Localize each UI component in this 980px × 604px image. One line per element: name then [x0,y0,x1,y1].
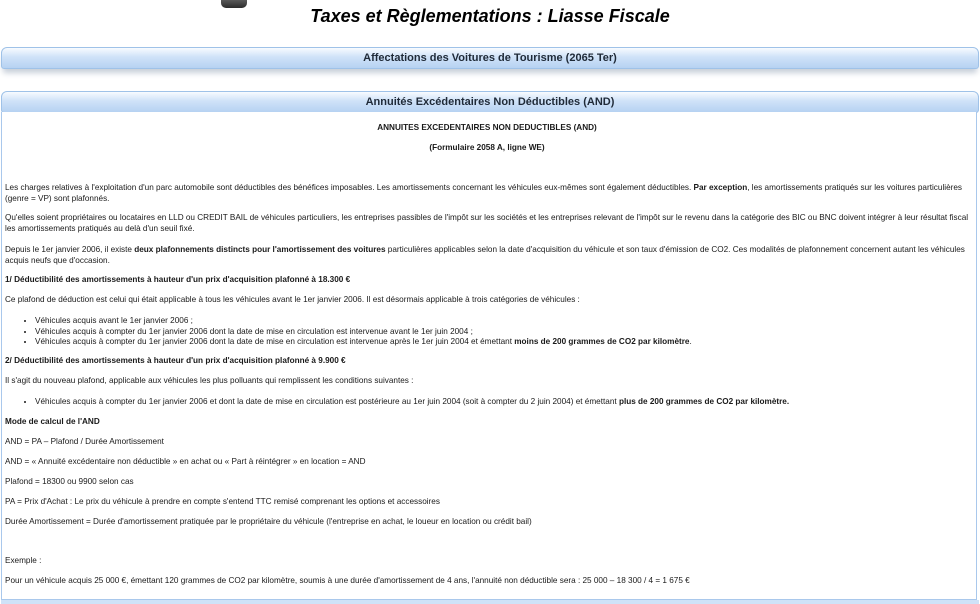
section2-intro: Il s'agit du nouveau plafond, applicable aux véhicules les plus polluants qui remplissent les conditions suivantes : [5,376,414,385]
content-heading: ANNUITES EXCEDENTAIRES NON DEDUCTIBLES (AND) [377,123,597,132]
p3-text-a: Depuis le 1er janvier 2006, il existe [5,245,135,254]
page-title: Taxes et Règlementations : Liasse Fiscale [310,6,670,26]
section1-title: 1/ Déductibilité des amortissements à hauteur d'un prix d'acquisition plafonné à 18.300 € [5,275,351,284]
p1-text-c: , les amortissements pratiqués sur les voitures particulières (genre = VP) sont plafonnés. [5,183,963,203]
paragraph-1 [5,183,973,204]
list-item: • Véhicules acquis avant le 1er janvier 2006 ; [35,316,980,327]
paragraph-3 [5,245,973,266]
content-subheading: (Formulaire 2058 A, ligne WE) [429,143,545,152]
section2-title: 2/ Déductibilité des amortissements à hauteur d'un prix d'acquisition plafonné à 9.900 € [5,356,346,365]
section2-list [5,397,980,408]
calc-title: Mode de calcul de l'AND [5,417,100,426]
content-panel [1,112,977,600]
section-band-affectations[interactable]: Affectations des Voitures de Tourisme (2065 Ter) [1,47,979,69]
calc-line-5: Durée Amortissement = Durée d'amortissement pratiquée par le propriétaire du véhicule (l'entreprise en achat, le loueur en location ou crédit bail) [5,517,532,526]
item3-text-c: . [689,337,692,346]
calc-line-2: AND = « Annuité excédentaire non déductible » en achat ou « Part à réintégrer » en location = AND [5,457,366,466]
example-label: Exemple : [5,556,42,565]
s2-item-text-a: Véhicules acquis à compter du 1er janvier 2006 et dont la date de mise en circulation est postérieure au 1er juin 2004 (soit à compter du 2 juin 2004) et émettant [35,397,619,406]
p1-text-a: Les charges relatives à l'exploitation d'un parc automobile sont déductibles des bénéfices imposables. Les amortissements concernant les véhicules eux-mêmes sont également déductibles. [5,183,694,192]
list-item [35,397,980,408]
item3-text-a: Véhicules acquis à compter du 1er janvier 2006 dont la date de mise en circulation est intervenue après le 1er juin 2004 et émettant [35,337,515,346]
list-item [35,337,980,348]
calc-line-1: AND = PA – Plafond / Durée Amortissement [5,437,164,446]
calc-line-4: PA = Prix d'Achat : Le prix du véhicule à prendre en compte s'entend TTC remisé comprenant les options et accessoires [5,497,440,506]
list-item: • Véhicules acquis à compter du 1er janvier 2006 dont la date de mise en circulation est intervenue avant le 1er juin 2004 ; [35,327,980,338]
s2-item-text-bold: plus de 200 grammes de CO2 par kilomètre. [618,397,790,406]
section1-intro: Ce plafond de déduction est celui qui était applicable à tous les véhicules avant le 1er janvier 2006. Il est désormais applicable à trois catégories de véhicules : [5,295,580,304]
item3-text-bold: moins de 200 grammes de CO2 par kilomètre [514,337,690,346]
p1-text-bold: Par exception [693,183,748,192]
bottom-border-strip [1,600,979,604]
section-band-and[interactable]: Annuités Excédentaires Non Déductibles (AND) [1,91,979,113]
calc-line-3: Plafond = 18300 ou 9900 selon cas [5,477,134,486]
p3-text-bold: deux plafonnements distincts pour l'amortissement des voitures [134,245,386,254]
example-text: Pour un véhicule acquis 25 000 €, émettant 120 grammes de CO2 par kilomètre, soumis à une durée d'amortissement de 4 ans, l'annuité non déductible sera : 25 000 – 18 300 / 4 = 1 675 € [5,576,690,585]
section1-list [5,316,980,348]
p3-text-c: particulières applicables selon la date d'acquisition du véhicule et son taux d'émission de CO2. Ces modalités de plafonnement concernent autant les véhicules acquis neufs que d'occasion. [5,245,965,265]
paragraph-2: Qu'elles soient propriétaires ou locataires en LLD ou CREDIT BAIL de véhicules particuliers, les entreprises passibles de l'impôt sur les sociétés et les entreprises relevant de l'impôt sur le revenu dans la catégorie des BIC ou BNC doivent intégrer à leur résultat fiscal les amortissements pratiqués au delà d'un seuil fixé. [5,213,969,233]
